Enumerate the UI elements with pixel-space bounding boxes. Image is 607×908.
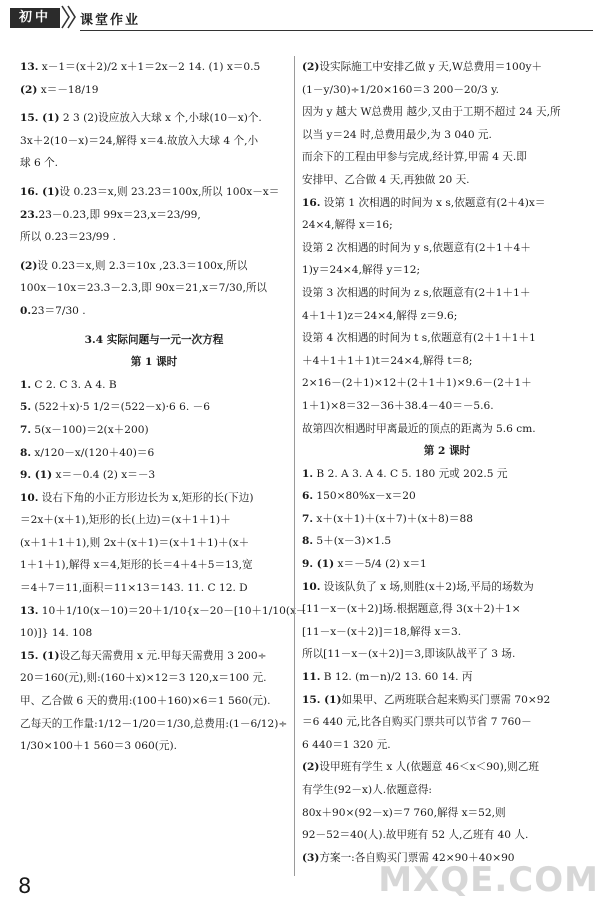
answer-line: 甲、乙合做 6 天的费用:(100＋160)×6＝1 560(元). [20, 695, 271, 708]
answer-line: 8. x/120－x/(120＋40)＝6 [20, 446, 155, 459]
answer-line: (2) x＝－18/19 [20, 83, 99, 96]
answer-line: 设第 3 次相遇的时间为 z s,依题意有(2＋1＋1＋ [302, 286, 531, 299]
answer-line: 7. x＋(x＋1)＋(x＋7)＋(x＋8)＝88 [302, 512, 473, 525]
answer-line: 设第 2 次相遇的时间为 y s,依题意有(2＋1＋4＋ [302, 241, 531, 254]
answer-line: 1. B 2. A 3. A 4. C 5. 180 元或 202.5 元 [302, 467, 508, 480]
answer-line: (2)设实际施工中安排乙做 y 天,W总费用＝100y＋ [302, 61, 543, 73]
answer-line: 4＋1＋1)z＝24×4,解得 z＝9.6; [302, 309, 458, 322]
answer-line: (2)设 0.23̇＝x,则 2.3̇＝10x ,23.3̇＝100x,所以 [20, 259, 248, 272]
answer-line: 80x＋90×(92－x)＝7 760,解得 x＝52,则 [302, 806, 506, 819]
answer-line: 11. B 12. (m－n)/2 13. 60 14. 丙 [302, 671, 473, 684]
answer-line: 以当 y＝24 时,总费用最少,为 3 040 元. [302, 128, 492, 141]
answer-line: 10)]} 14. 108 [20, 627, 93, 640]
answer-line: 9. (1) x＝－5/4 (2) x＝1 [302, 558, 427, 571]
answer-line: ＝2x＋(x＋1),矩形的长(上边)＝(x＋1＋1)＋ [20, 514, 231, 527]
answer-line: 3x＋2(10－x)＝24,解得 x＝4.故放入大球 4 个,小 [20, 134, 259, 147]
lesson-heading: 第 2 课时 [423, 445, 471, 458]
answer-line: 所以 0.2̇3̇＝23/99 . [20, 231, 117, 244]
answer-line: 有学生(92－x)人.依题意得: [302, 784, 433, 796]
right-answer-column [302, 56, 592, 869]
answer-line: 0.23̇＝7/30 . [20, 304, 86, 317]
answer-line: ＋4＋1＋1＋1)t＝24×4,解得 t＝8; [302, 354, 473, 367]
answer-line: 9. (1) x＝－0.4 (2) x＝－3 [20, 469, 156, 482]
page-header [0, 0, 607, 34]
grade-label: 初中 [10, 8, 60, 28]
answer-line: 1＋1)×8＝32－36＋38.4－40＝－5.6. [302, 399, 494, 412]
answer-line: 乙每天的工作量:1/12－1/20＝1/30,总费用:(1－6/12)÷ [20, 717, 288, 730]
answer-line: 16. (1)设 0.2̇3̇＝x,则 23.2̇3̇＝100x,所以 100x－x＝ [20, 185, 280, 198]
answer-line: 6. 150×80%x－x＝20 [302, 490, 416, 503]
answer-line: 设第 4 次相遇的时间为 t s,依题意有(2＋1＋1＋1 [302, 332, 536, 345]
answer-line: [11－x－(x＋2)]场.根据题意,得 3(x＋2)＋1× [302, 603, 521, 616]
answer-line: 92－52＝40(人).故甲班有 52 人,乙班有 40 人. [302, 829, 529, 842]
answer-line: 1＋1＋1),解得 x＝4,矩形的长＝4＋4＋5＝13,宽 [20, 559, 253, 572]
section-heading: 3.4 实际问题与一元一次方程 [84, 333, 224, 346]
answer-line: 100x－10x＝23.3̇－2.3̇,即 90x＝21,x＝7/30,所以 [20, 282, 268, 295]
answer-line: 1)y＝24×4,解得 y＝12; [302, 264, 421, 277]
answer-line: 2×16－(2＋1)×12＋(2＋1＋1)×9.6－(2＋1＋ [302, 377, 532, 390]
answer-line: 8. 5＋(x－3)×1.5 [302, 535, 392, 548]
answer-line: (1－y/30)÷1/20×160＝3 200－20/3 y. [302, 83, 500, 96]
answer-line: 安排甲、乙合做 4 天,再独做 20 天. [302, 173, 470, 186]
answer-line: (2)设甲班有学生 x 人(依题意 46＜x＜90),则乙班 [302, 761, 539, 774]
page-number: 8 [18, 874, 32, 898]
answer-line: 10. 设该队负了 x 场,则胜(x＋2)场,平局的场数为 [302, 580, 534, 593]
answer-line: 13. x－1＝(x＋2)/2 x＋1＝2x－2 14. (1) x＝0.5 [20, 61, 261, 73]
answer-line: 10. 设右下角的小正方形边长为 x,矩形的长(下边) [20, 491, 254, 504]
answer-line: 而余下的工程由甲参与完成,经计算,甲需 4 天.即 [302, 151, 527, 164]
header-rule [80, 30, 593, 31]
answer-line: (x＋1＋1＋1),则 2x＋(x＋1)＝(x＋1＋1)＋(x＋ [20, 536, 250, 549]
answer-line: 13. 10＋1/10(x－10)＝20＋1/10{x－20－[10＋1/10(x－ [20, 604, 307, 617]
answer-line: 7. 5(x－100)＝2(x＋200) [20, 423, 149, 436]
section-title: 课堂作业 [80, 13, 141, 28]
answer-line: 5. (522＋x)·5 1/2＝(522－x)·6 6. －6 [20, 401, 210, 414]
answer-line: 因为 y 越大 W总费用 越少,又由于工期不超过 24 天,所 [302, 106, 561, 119]
answer-line: 23.2̇3̇－0.2̇3̇,即 99x＝23,x＝23/99, [20, 208, 201, 221]
answer-line: 15. (1) 2 3 (2)设应放入大球 x 个,小球(10－x)个. [20, 112, 262, 125]
answer-line: 20＝160(元),则:(160＋x)×12＝3 120,x＝100 元. [20, 672, 267, 685]
answer-line: 1/30×100＋1 560＝3 060(元). [20, 740, 177, 753]
answer-line: [11－x－(x＋2)]＝18,解得 x＝3. [302, 625, 462, 638]
watermark: MXQE.COM [378, 860, 599, 900]
lesson-heading: 第 1 课时 [130, 356, 178, 369]
column-divider [294, 56, 295, 876]
answer-line: 15. (1)设乙每天需费用 x 元.甲每天需费用 3 200÷ [20, 649, 267, 662]
answer-line: ＝4＋7＝11,面积＝11×13＝143. 11. C 12. D [20, 582, 248, 595]
answer-line: 24×4,解得 x＝16; [302, 219, 393, 232]
answer-line: 球 6 个. [20, 157, 59, 170]
answer-line: (3)方案一:各自购买门票需 42×90＋40×90 [302, 851, 515, 864]
answer-line: 所以[11－x－(x＋2)]＝3,即该队战平了 3 场. [302, 648, 516, 661]
answer-line: 16. 设第 1 次相遇的时间为 x s,依题意有(2＋4)x＝ [302, 196, 546, 209]
double-chevron-icon [60, 4, 78, 30]
answer-line: 6 440＝1 320 元. [302, 738, 391, 751]
left-answer-column [20, 56, 307, 758]
answer-line: 1. C 2. C 3. A 4. B [20, 378, 117, 391]
answer-line: ＝6 440 元,比各自购买门票共可以节省 7 760－ [302, 716, 532, 729]
answer-line: 故第四次相遇时甲离最近的顶点的距离为 5.6 cm. [302, 422, 536, 435]
answer-line: 15. (1)如果甲、乙两班联合起来购买门票需 70×92 [302, 693, 551, 706]
